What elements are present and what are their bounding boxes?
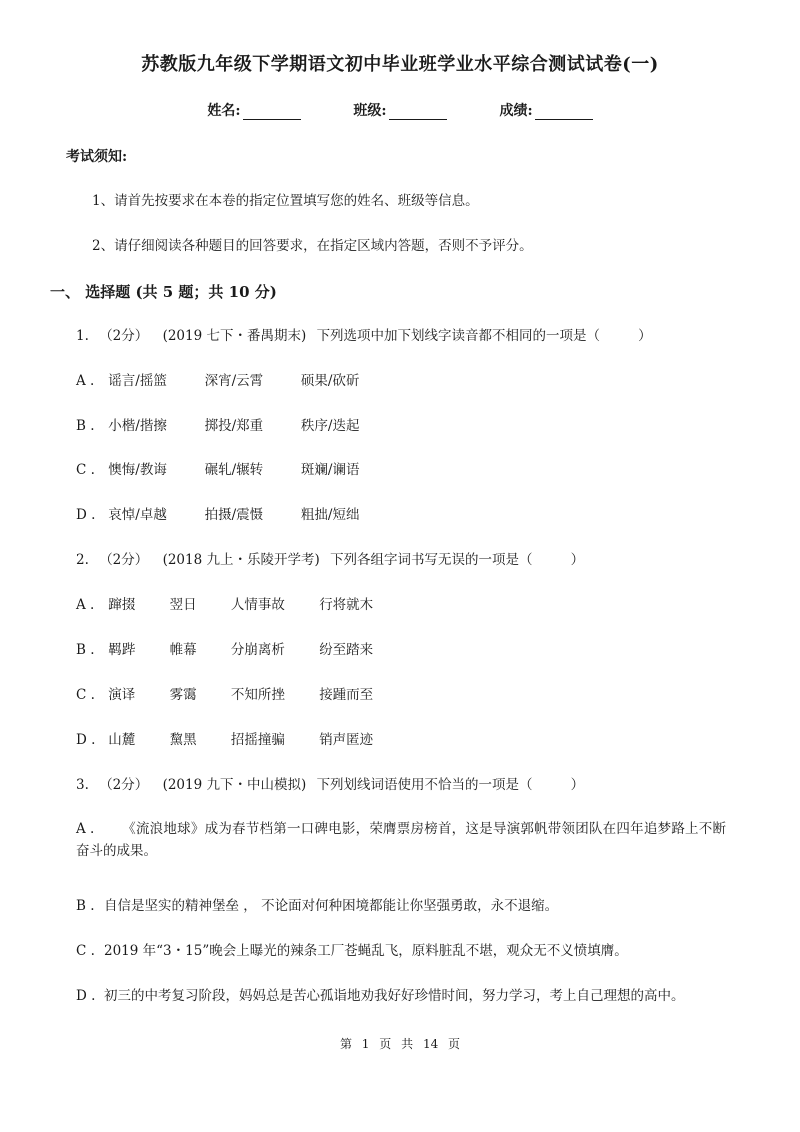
question-close-paren: ） (638, 328, 652, 344)
option-key: D . (76, 732, 96, 748)
option-word: 碾轧/辗转 (204, 462, 264, 478)
option-word: 深宵/云霄 (204, 373, 264, 389)
option-word: 纷至踏来 (319, 642, 374, 658)
footer-di: 第 (339, 1037, 352, 1051)
notes-heading: 考试须知: (66, 149, 128, 165)
option-word: 雾霭 (169, 687, 197, 703)
question-number: 2. (76, 552, 89, 568)
option-word: 山麓 (108, 732, 136, 748)
class-blank[interactable] (389, 105, 447, 120)
question-number: 1. (76, 328, 89, 344)
student-info-row (0, 100, 800, 120)
option-word: 招摇撞骗 (230, 732, 285, 748)
section-heading: 一、 选择题 (共 5 题；共 10 分) (50, 283, 277, 301)
page-footer (0, 1035, 800, 1052)
option-word: 蹿掇 (108, 597, 136, 613)
question-3-stem (76, 776, 584, 794)
page-number: 1 (361, 1037, 370, 1051)
option-key: A . (76, 821, 95, 837)
option-word: 演译 (108, 687, 136, 703)
option-word: 羁跸 (108, 642, 136, 658)
note-item-1: 1、请首先按要求在本卷的指定位置填写您的姓名、班级等信息。 (92, 193, 479, 209)
name-label: 姓名: (207, 103, 241, 119)
question-1-stem (76, 327, 652, 345)
option-word: 销声匿迹 (319, 732, 374, 748)
score-label: 成绩: (499, 103, 533, 119)
option-key: B . (76, 418, 95, 434)
footer-ye: 页 (379, 1037, 392, 1051)
question-source: (2019 九下・中山模拟) (162, 777, 307, 793)
question-close-paren: ） (570, 777, 585, 793)
option-word: 帷幕 (169, 642, 197, 658)
option-key: D . (76, 507, 96, 523)
option-word: 哀悼/卓越 (108, 507, 167, 523)
question-3-option-c[interactable] (76, 940, 726, 962)
option-word: 硕果/砍斫 (300, 373, 360, 389)
option-key: C . (76, 462, 95, 478)
option-word: 懊悔/教诲 (108, 462, 167, 478)
question-close-paren: ） (570, 552, 585, 568)
name-field (207, 100, 300, 120)
option-key: C . (76, 943, 95, 959)
option-text: 自信是坚实的精神堡垒 ， 不论面对何种困境都能让你坚强勇敢，永不退缩。 (104, 898, 559, 914)
option-word: 掷投/郑重 (204, 418, 264, 434)
option-word: 斑斓/谰语 (300, 462, 360, 478)
class-label: 班级: (353, 103, 387, 119)
question-score: （2分） (99, 777, 149, 793)
question-text: 下列各组字词书写无误的一项是（ (330, 552, 533, 568)
question-3-option-d[interactable] (76, 985, 726, 1007)
score-blank[interactable] (535, 105, 593, 120)
option-word: 粗拙/短绌 (300, 507, 360, 523)
score-field (499, 100, 592, 120)
option-word: 翌日 (169, 597, 197, 613)
page-title: 苏教版九年级下学期语文初中毕业班学业水平综合测试试卷(一) (141, 54, 659, 75)
question-2-option-a[interactable] (76, 596, 373, 614)
question-2-option-b[interactable] (76, 641, 373, 659)
question-2-stem (76, 551, 584, 569)
question-1-option-b[interactable] (76, 417, 359, 435)
option-key: C . (76, 687, 95, 703)
question-score: （2分） (99, 328, 149, 344)
option-word: 谣言/摇篮 (108, 373, 167, 389)
footer-ye-2: 页 (448, 1037, 461, 1051)
option-word: 黧黑 (169, 732, 197, 748)
option-text: 2019 年“3・15”晚会上曝光的辣条工厂苍蝇乱飞，原料脏乱不堪，观众无不义愤填膺。 (104, 943, 628, 959)
question-2-option-d[interactable] (76, 731, 373, 749)
option-word: 接踵而至 (319, 687, 374, 703)
question-text: 下列划线词语使用不恰当的一项是（ (316, 777, 533, 793)
option-word: 秩序/迭起 (300, 418, 360, 434)
option-key: D . (76, 988, 96, 1004)
question-text: 下列选项中加下划线字读音都不相同的一项是（ (316, 328, 601, 344)
option-key: B . (76, 642, 95, 658)
question-number: 3. (76, 777, 89, 793)
class-field (353, 100, 446, 120)
option-word: 不知所挫 (230, 687, 285, 703)
question-1-option-a[interactable] (76, 372, 359, 390)
question-source: (2019 七下・番禺期末) (162, 328, 307, 344)
option-word: 拍摄/震慑 (204, 507, 264, 523)
option-word: 分崩离析 (230, 642, 285, 658)
question-3-option-a[interactable] (76, 818, 726, 862)
option-key: B . (76, 898, 95, 914)
page-total: 14 (422, 1037, 439, 1051)
question-source: (2018 九上・乐陵开学考) (162, 552, 320, 568)
option-text: 《流浪地球》成为春节档第一口碑电影，荣膺票房榜首，这是导演郭帆带领团队在四年追梦路上不断奋斗的成果。 (76, 821, 726, 859)
question-3-option-b[interactable] (76, 895, 726, 917)
option-key: A . (76, 597, 95, 613)
name-blank[interactable] (243, 105, 301, 120)
question-1-option-c[interactable] (76, 461, 359, 479)
question-1-option-d[interactable] (76, 506, 359, 524)
question-score: （2分） (99, 552, 149, 568)
footer-gong: 共 (401, 1037, 414, 1051)
option-word: 人情事故 (230, 597, 285, 613)
option-text: 初三的中考复习阶段，妈妈总是苦心孤诣地劝我好好珍惜时间，努力学习，考上自己理想的高中。 (104, 988, 685, 1004)
option-word: 行将就木 (319, 597, 374, 613)
option-word: 小楷/揩擦 (108, 418, 167, 434)
note-item-2: 2、请仔细阅读各种题目的回答要求，在指定区域内答题，否则不予评分。 (92, 238, 533, 254)
question-2-option-c[interactable] (76, 686, 373, 704)
option-key: A . (76, 373, 95, 389)
